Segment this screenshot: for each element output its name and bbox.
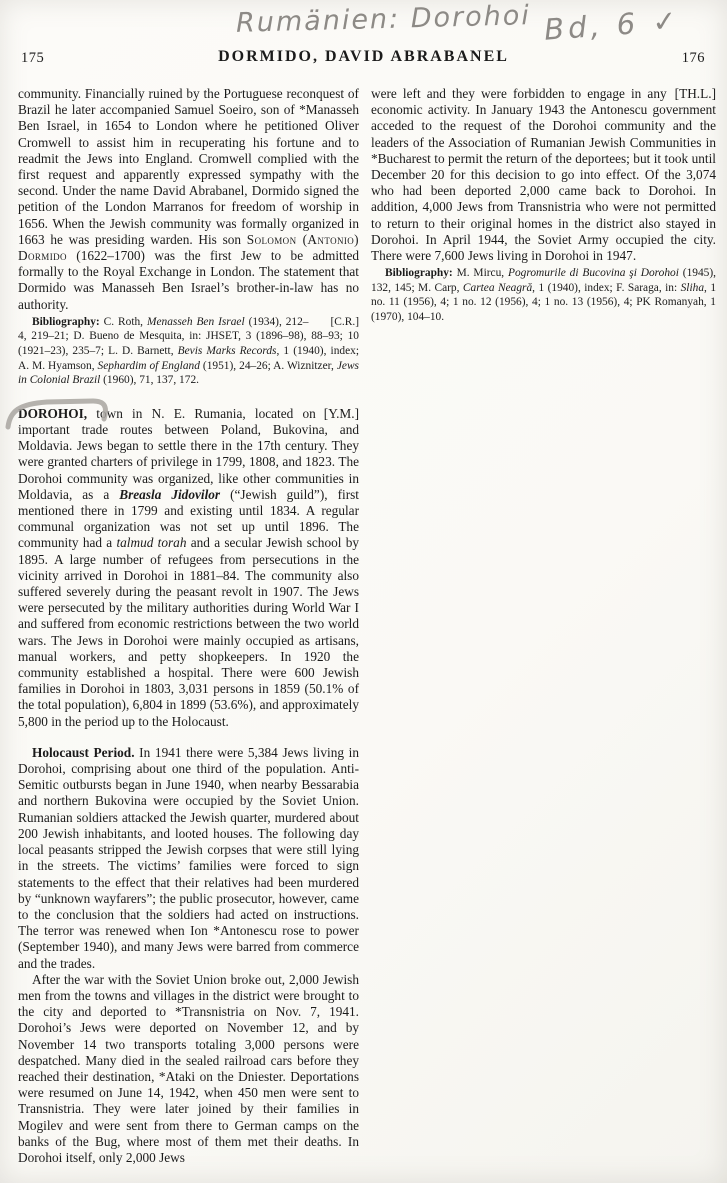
right-column (371, 86, 716, 325)
holocaust-paragraph-2-text: After the war with the Soviet Union broke out, 2,000 Jewish men from the towns and villages in the district were brought to the city and deported to *Transnistria on Nov. 7, 1941. Dorohoi’s Jews were deported on November 12, and by November 14 two transports totaling 3,000 persons were despatched. Many died in the sealed railroad cars before they reached their destination, *Ataki on the Dniester. Deportations were resumed on June 14, 1942, when 450 men were sent to Transnistria. They were later joined by their families in Mogilev and were sent from there to German camps on the banks of the Bug, where most of them met their deaths. In Dorohoi itself, only 2,000 Jews (18, 971, 359, 1165)
page-number-left: 175 (21, 50, 45, 66)
holocaust-continuation-text: were left and they were forbidden to engage in any economic activity. In January 1943 the Antonescu government acceded to the request of the Dorohoi community and the leaders of the Association of Rumanian Jewish Communities in *Bucharest to permit the return of the deportees; but it took until December 20 for this decision to go into effect. Of the 3,074 who had been deported 2,000 came back to Dorohoi. In addition, 4,000 Jews from Transnistria who were not permitted to return to their original homes in the district also stayed in Dorohoi. In April 1944, the Soviet Army occupied the city. There were 7,600 Jews living in Dorohoi in 1947. (371, 86, 716, 264)
handwritten-annotation-topic: Rumänien: Dorohoi (235, 0, 532, 39)
running-head: DORMIDO, DAVID ABRABANEL (218, 48, 509, 65)
dormido-bibliography (18, 315, 359, 388)
handwritten-annotation-volume: Bd, 6 ✓ (542, 3, 682, 47)
dorohoi-entry-text: DOROHOI, town in N. E. Rumania, located on important trade routes between Poland, Bukovina, and Moldavia. Jews began to settle there in the 17th century. They were granted charters of privilege in 1799, 1808, and 1823. The Dorohoi community was organized, like other communities in Moldavia, as a Breasla Jidovilor (“Jewish guild”), first mentioned there in 1799 and existing until 1834. A regular communal organization was not set up until 1896. The community had a talmud torah and a secular Jewish school by 1895. A large number of refugees from persecutions in the vicinity arrived in Dorohoi in 1881–84. The community also suffered severely during the peasant revolt in 1907. The Jews were persecuted by the military authorities during World War I and suffered from economic restrictions between the two world wars. The Jews in Dorohoi were mainly occupied as artisans, manual workers, and petty shopkeepers. In 1920 the community established a hospital. There were 600 Jewish families in Dorohoi in 1803, 3,031 persons in 1859 (50.1% of the total population), 6,804 in 1899 (53.6%), and approximately 5,800 in the period up to the Holocaust. (18, 405, 359, 729)
holocaust-period-text: Holocaust Period. In 1941 there were 5,384 Jews living in Dorohoi, comprising about one third of the population. Anti-Semitic outbursts began in June 1940, when nearby Bessarabia and northern Bukovina were occupied by the Soviet Union. Rumanian soldiers attacked the Jewish quarter, murdered about 200 Jewish inhabitants, and looted houses. The following day local peasants stripped the Jewish corpses that were still lying in the streets. The victims’ families were forced to sign statements to the effect that their relatives had been murdered by “unknown wayfarers”; the public prosecutor, however, came to the conclusion that the soldiers had acted on instructions. The terror was renewed when Ion *Antonescu rose to power (September 1940), and many Jews were barred from commerce and the trades. (18, 744, 359, 971)
dormido-signature: [C.R.] (330, 315, 359, 328)
left-column (18, 86, 359, 1166)
dormido-continuation-text: community. Financially ruined by the Portuguese reconquest of Brazil he later accompanied Samuel Soeiro, son of *Manasseh Ben Israel, in 1654 to London where he petitioned Oliver Cromwell to assist him in recuperating his fortune and to readmit the Jews into England. Cromwell complied with the first request and apparently expressed sympathy with the second. Under the name David Abrabanel, Dormido signed the petition of the London Marranos for freedom of worship in 1656. When the Jewish community was formally organized in 1663 he was presiding warden. His son Solomon (Antonio) Dormido (1622–1700) was the first Jew to be admitted formally to the Royal Exchange in London. The statement that Dormido was Manasseh Ben Israel’s brother-in-law has no authority. (18, 86, 359, 312)
dormido-bibliography-text: Bibliography: C. Roth, Menasseh Ben Israel (1934), 212–4, 219–21; D. Bueno de Mesquita, in: JHSET, 3 (1896–98), 88–93; 10 (1921–23), 235–7; L. D. Barnett, Bevis Marks Records, 1 (1940), index; A. M. Hyamson, Sephardim of England (1951), 24–26; A. Wiznitzer, Jews in Colonial Brazil (1960), 71, 137, 172. (18, 315, 359, 387)
dorohoi-bibliography-text: Bibliography: M. Mircu, Pogromurile di Bucovina şi Dorohoi (1945), 132, 145; M. Carp, Cartea Neagră, 1 (1940), index; F. Saraga, in: Sliha, 1 no. 11 (1956), 4; 1 no. 12 (1956), 4; 1 no. 13 (1956), 4; PK Romanyah, 1 (1970), 104–10. (371, 267, 717, 324)
dorohoi-entry-paragraph (18, 406, 359, 730)
holocaust-paragraph-2 (18, 972, 359, 1166)
dorohoi-bibliography (371, 266, 716, 324)
holocaust-continuation-paragraph (371, 86, 716, 264)
dorohoi-entry-signature: [Y.M.] (323, 405, 359, 421)
dormido-continuation-paragraph (18, 86, 359, 313)
holocaust-period-paragraph (18, 745, 359, 972)
holocaust-signature: [TH.L.] (674, 86, 716, 101)
page-number-right: 176 (681, 50, 705, 66)
